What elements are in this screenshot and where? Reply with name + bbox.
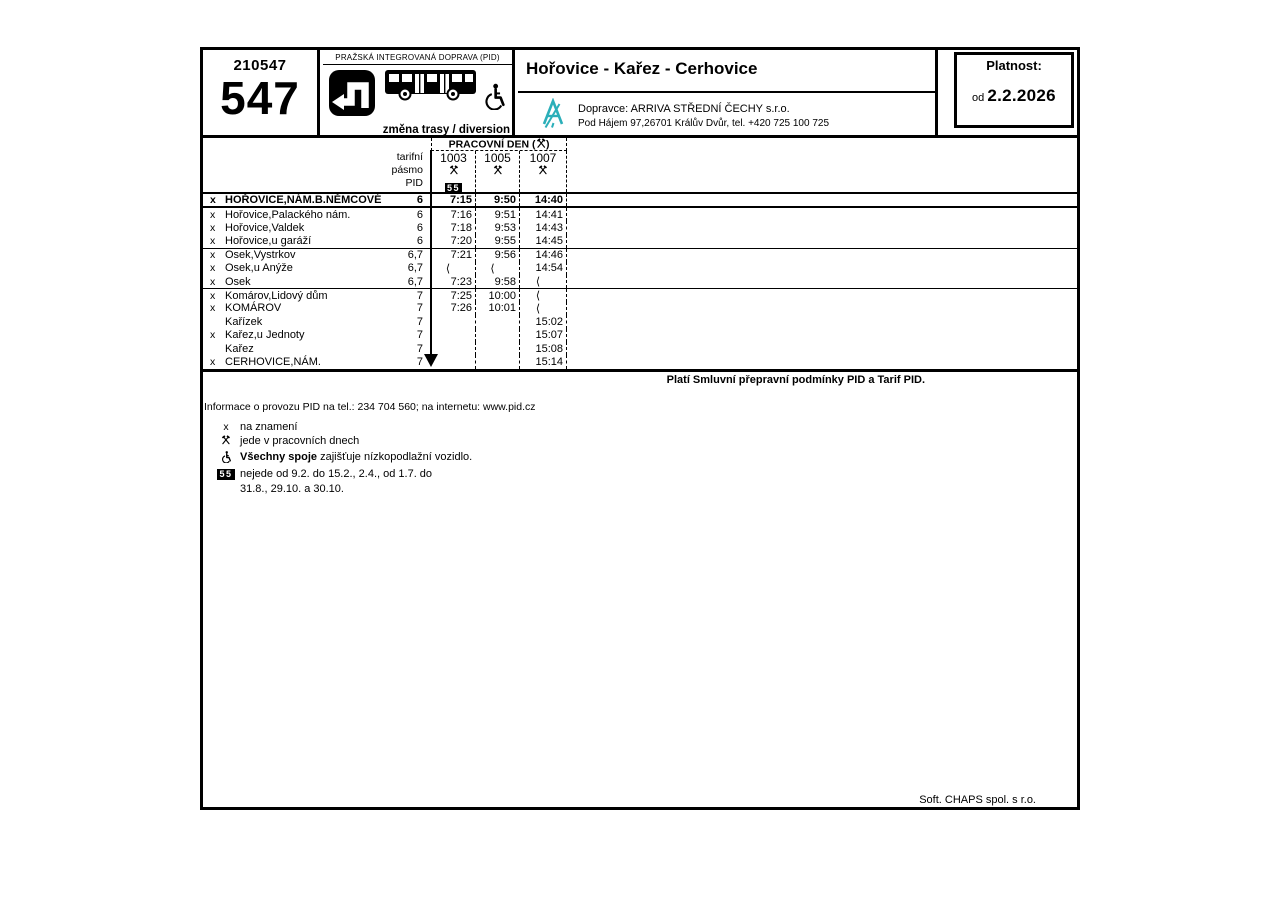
direction-line (430, 150, 432, 356)
zone-cell: 7 (416, 329, 423, 342)
legend-item (203, 468, 1077, 481)
time-cell: 9:53 (476, 221, 520, 234)
stop-row (203, 208, 1077, 221)
time-cell: 9:50 (476, 194, 520, 206)
note-badge: 55 (219, 469, 233, 480)
diversion-arrow-icon (328, 69, 376, 122)
zone-cell: 7 (416, 289, 423, 302)
stop-row (203, 221, 1077, 234)
trip-number: 1005 (484, 151, 511, 165)
time-cell (431, 315, 476, 328)
time-cell: 14:45 (520, 235, 567, 248)
request-stop-flag: x (210, 235, 216, 248)
stop-row (203, 329, 1077, 342)
request-stop-flag: x (210, 289, 216, 302)
pid-system-label: PRAŽSKÁ INTEGROVANÁ DOPRAVA (PID) (323, 50, 512, 65)
time-cell: 14:46 (520, 249, 567, 261)
stop-name: Hořovice,Valdek (225, 222, 305, 235)
time-cell: 14:41 (520, 208, 567, 221)
tariff-label-line: tarifní (396, 151, 423, 163)
operator-address: Pod Hájem 97,26701 Králův Dvůr, tel. +420 725 100 725 (578, 117, 830, 129)
time-cell: 14:43 (520, 221, 567, 234)
day-type-banner: PRACOVNÍ DEN ( ) (431, 138, 567, 151)
stop-row (203, 275, 1077, 288)
stop-name: Kařízek (225, 315, 263, 328)
tariff-label-line: PID (405, 177, 423, 189)
timetable-body (203, 192, 1077, 372)
legend-text: jede v pracovních dnech (240, 435, 360, 448)
time-cell: ⟨ (520, 275, 567, 288)
validity-date (957, 86, 1071, 106)
request-stop-flag: x (210, 208, 216, 221)
time-cell: 7:25 (431, 289, 476, 301)
legend (203, 421, 1077, 496)
pid-logo-box (323, 50, 515, 138)
stop-row (203, 192, 1077, 208)
stop-row (203, 315, 1077, 328)
request-stop-symbol: x (223, 420, 229, 433)
legend-text: na znamení (240, 420, 298, 433)
zone-cell: 6 (416, 194, 423, 206)
time-cell (476, 315, 520, 328)
stop-name: Osek,Vystrkov (225, 249, 296, 262)
time-cell: 7:23 (431, 275, 476, 288)
stop-row (203, 248, 1077, 261)
trip-column-1007 (520, 151, 567, 192)
workday-hammers-icon (476, 165, 519, 177)
legend-item (203, 451, 1077, 467)
zone-cell: 7 (416, 355, 423, 368)
request-stop-flag: x (210, 194, 216, 206)
validity-date-value: 2.2.2026 (987, 86, 1056, 105)
time-cell: 9:55 (476, 235, 520, 248)
stop-row (203, 342, 1077, 355)
line-number: 547 (220, 72, 300, 124)
time-cell: 15:08 (520, 342, 567, 355)
bus-icon (383, 68, 478, 106)
request-stop-flag: x (210, 222, 216, 235)
stop-name: Kařez (225, 342, 254, 355)
workday-hammers-icon (432, 165, 475, 177)
validity-label: Platnost: (986, 58, 1042, 73)
zone-cell: 6 (416, 235, 423, 248)
request-stop-flag: x (210, 249, 216, 262)
zone-cell: 7 (416, 315, 423, 328)
timetable-sheet (200, 47, 1080, 810)
time-cell: 9:58 (476, 275, 520, 288)
time-cell: 7:18 (431, 221, 476, 234)
tariff-label-line: pásmo (391, 164, 423, 176)
legend-text: nejede od 9.2. do 15.2., 2.4., od 1.7. do (240, 468, 433, 481)
zone-cell: 7 (416, 342, 423, 355)
time-cell: 7:26 (431, 302, 476, 315)
time-cell: 15:02 (520, 315, 567, 328)
trip-number: 1003 (440, 151, 467, 165)
legend-item (203, 435, 1077, 449)
info-line: Informace o provozu PID na tel.: 234 704 560; na internetu: www.pid.cz (204, 400, 536, 413)
time-cell: ⟨ (476, 262, 520, 275)
time-cell: 10:00 (476, 289, 520, 301)
operator-name: Dopravce: ARRIVA STŘEDNÍ ČECHY s.r.o. (578, 102, 790, 115)
stop-name: Hořovice,Palackého nám. (225, 208, 351, 221)
legend-text-continued: 31.8., 29.10. a 30.10. (240, 482, 344, 495)
trip-columns (431, 151, 567, 192)
stop-row (203, 262, 1077, 275)
time-cell: 10:01 (476, 302, 520, 315)
trip-number: 1007 (529, 151, 557, 165)
line-number-box (203, 50, 320, 138)
operator-info (518, 93, 935, 136)
note-badge: 55 (446, 183, 460, 193)
timetable-id: 210547 (233, 57, 287, 74)
time-cell: 7:21 (431, 249, 476, 261)
workday-hammers-icon (536, 138, 546, 150)
conditions-note: Platí Smluvní přepravní podmínky PID a Tarif PID. (666, 373, 925, 386)
zone-cell: 6 (416, 208, 423, 221)
stop-name: Kařez,u Jednoty (225, 329, 305, 342)
arriva-logo-icon (540, 98, 566, 134)
zone-cell: 6,7 (407, 262, 423, 275)
route-title: Hořovice - Kařez - Cerhovice (518, 50, 935, 93)
workday-hammers-icon (221, 436, 231, 448)
time-cell (476, 342, 520, 355)
time-cell (431, 329, 476, 342)
zone-cell: 6 (416, 222, 423, 235)
time-cell: 7:20 (431, 235, 476, 248)
request-stop-flag: x (210, 329, 216, 342)
time-cell: ⟨ (431, 262, 476, 275)
stop-row (203, 288, 1077, 301)
validity-box (954, 52, 1074, 128)
trip-column-1003 (431, 151, 476, 192)
validity-prefix: od (972, 92, 985, 104)
diversion-label: změna trasy / diversion (382, 124, 510, 136)
time-cell: ⟨ (520, 289, 567, 301)
timetable (203, 138, 1077, 372)
time-cell: 7:16 (431, 208, 476, 221)
stop-row (203, 235, 1077, 248)
time-cell: 15:07 (520, 329, 567, 342)
stop-row (203, 302, 1077, 315)
stop-name: Osek (225, 275, 251, 288)
stop-name: Hořovice,u garáží (225, 235, 312, 248)
timetable-header (203, 138, 1077, 192)
request-stop-flag: x (210, 275, 216, 288)
wheelchair-icon (221, 454, 231, 466)
legend-item (203, 421, 1077, 434)
trip-column-1005 (476, 151, 520, 192)
stop-name: KOMÁROV (225, 302, 282, 315)
legend-text: Všechny spoje zajišťuje nízkopodlažní vozidlo. (240, 450, 473, 463)
request-stop-flag: x (210, 262, 216, 275)
time-cell (476, 355, 520, 368)
title-box (518, 50, 938, 138)
stop-name: CERHOVICE,NÁM. (225, 355, 321, 368)
time-cell: 9:56 (476, 249, 520, 261)
wheelchair-icon (483, 83, 505, 115)
zone-cell: 6,7 (407, 275, 423, 288)
request-stop-flag: x (210, 355, 216, 368)
time-cell (476, 329, 520, 342)
stop-name: Komárov,Lidový dům (225, 289, 328, 302)
stop-name: HOŘOVICE,NÁM.B.NĚMCOVÉ (225, 194, 382, 206)
direction-arrow-icon (424, 354, 438, 367)
stop-row (203, 355, 1077, 368)
zone-cell: 7 (416, 302, 423, 315)
header-band (203, 50, 1077, 138)
time-cell: ⟨ (520, 302, 567, 315)
workday-hammers-icon (520, 165, 566, 177)
request-stop-flag: x (210, 302, 216, 315)
zone-cell: 6,7 (407, 249, 423, 262)
time-cell: 15:14 (520, 355, 567, 368)
time-cell: 14:40 (520, 194, 567, 206)
time-cell: 14:54 (520, 262, 567, 275)
software-credit: Soft. CHAPS spol. s r.o. (919, 794, 1036, 806)
time-cell: 9:51 (476, 208, 520, 221)
time-cell: 7:15 (431, 194, 476, 206)
stop-name: Osek,u Anýže (225, 262, 293, 275)
